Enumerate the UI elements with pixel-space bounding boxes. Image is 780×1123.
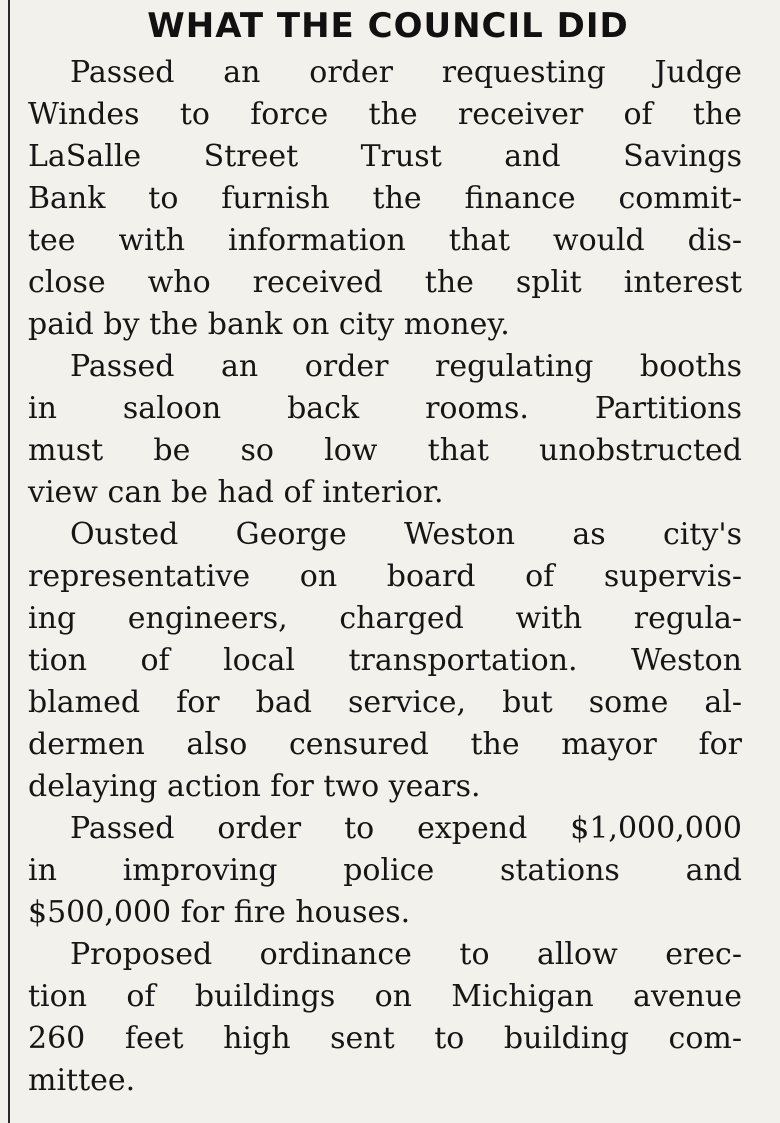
text-line: close who received the split interest [28, 265, 742, 300]
column-rule [8, 0, 10, 1123]
text-line: Passed an order regulating booths [70, 349, 742, 384]
text-line: in improving police stations and [28, 853, 742, 888]
text-line: LaSalle Street Trust and Savings [28, 139, 742, 174]
text-line: Windes to force the receiver of the [28, 97, 742, 132]
text-line: in saloon back rooms. Partitions [28, 391, 742, 426]
headline: WHAT THE COUNCIL DID [147, 6, 629, 46]
text-line: representative on board of supervis- [28, 559, 742, 594]
text-line: Passed order to expend $1,000,000 [70, 811, 742, 846]
text-line: dermen also censured the mayor for [28, 727, 742, 762]
text-line: Proposed ordinance to allow erec- [70, 937, 742, 972]
text-line: blamed for bad service, but some al- [28, 685, 742, 720]
text-line: tion of buildings on Michigan avenue [28, 979, 742, 1014]
text-line: Bank to furnish the finance commit- [28, 181, 742, 216]
text-line: ing engineers, charged with regula- [28, 601, 742, 636]
text-line: tion of local transportation. Weston [28, 643, 742, 678]
text-line: must be so low that unobstructed [28, 433, 742, 468]
text-line: paid by the bank on city money. [28, 307, 510, 342]
text-line: delaying action for two years. [28, 769, 481, 804]
text-line: tee with information that would dis- [28, 223, 742, 258]
text-line: view can be had of interior. [28, 475, 444, 510]
text-line: 260 feet high sent to building com- [28, 1021, 742, 1056]
text-line: $500,000 for fire houses. [28, 895, 411, 930]
text-line: Ousted George Weston as city's [70, 517, 742, 552]
text-line: Passed an order requesting Judge [70, 55, 742, 90]
article-body [28, 52, 742, 1102]
text-line: mittee. [28, 1063, 136, 1098]
